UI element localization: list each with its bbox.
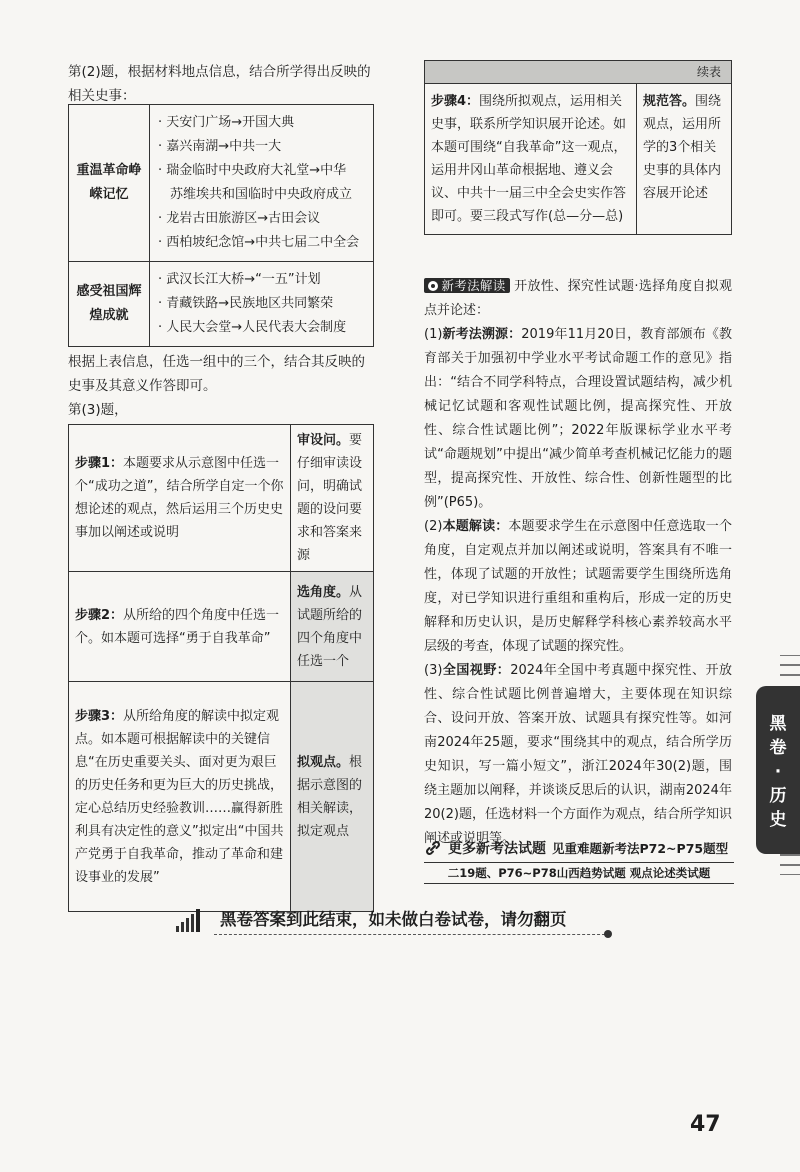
sites-list <box>158 111 367 255</box>
interpretation-header <box>424 274 732 323</box>
list-item: · 武汉长江大桥→“一五”计划 <box>158 268 367 292</box>
history-sites-table <box>68 104 374 347</box>
link-icon <box>424 839 442 857</box>
interpretation-tag-label: 新考法解读 <box>441 278 506 293</box>
end-banner-text: 黑卷答案到此结束，如未做白卷试卷，请勿翻页 <box>220 910 567 929</box>
step-cell <box>69 572 291 682</box>
table-row <box>69 682 374 912</box>
after-table-text <box>68 350 374 422</box>
steps-table <box>68 424 374 912</box>
note-text: 要仔细审读设问，明确试题的设问要求和答案来源 <box>297 433 363 563</box>
more-ref-2: 二19题、P76~P78山西趋势试题 观点论述类试题 <box>424 862 734 884</box>
step-text: 本题要求从示意图中任选一个“成功之道”，结合所学自定一个你想论述的观点，然后运用三个历史史事加以阐述或说明 <box>75 456 284 540</box>
continued-steps-table <box>424 60 732 235</box>
table-row <box>69 262 374 347</box>
note-cell <box>291 682 374 912</box>
section-label: 新考法溯源： <box>442 327 522 342</box>
step-cell <box>425 84 637 235</box>
interpretation-tag <box>424 278 510 293</box>
section-num: (2) <box>424 519 443 534</box>
step-label: 步骤3： <box>75 708 124 724</box>
section-3 <box>424 659 732 851</box>
list-item: · 西柏坡纪念馆→中共七届二中全会 <box>158 231 367 255</box>
dashed-line <box>214 934 610 935</box>
step-label: 步骤1： <box>75 456 124 471</box>
sites-list <box>158 268 367 340</box>
note-label: 选角度。 <box>297 584 350 600</box>
end-dot <box>604 930 612 938</box>
step-text: 围绕所拟观点，运用相关史事，联系所学知识展开论述。如本题可围绕“自我革命”这一观点，运用井冈山革命根据地、遵义会议、中共十一届三中全会史实作答即可。要三段式写作(总—分—总) <box>431 94 627 224</box>
list-item: · 天安门广场→开国大典 <box>158 111 367 135</box>
interpretation-block <box>424 274 732 851</box>
section-label: 本题解读： <box>442 519 509 534</box>
table-row <box>69 572 374 682</box>
section-num: (1) <box>424 327 443 342</box>
note-label: 拟观点。 <box>297 754 350 770</box>
table-row <box>69 425 374 572</box>
note-text: 根据示意图的相关解读，拟定观点 <box>297 754 363 839</box>
more-questions <box>424 838 734 884</box>
more-line-1 <box>424 838 734 858</box>
note-label: 审设问。 <box>297 433 350 448</box>
category-cell: 感受祖国辉煌成就 <box>69 262 150 347</box>
left-intro-text: 第(2)题，根据材料地点信息，结合所学得出反映的相关史事： <box>68 64 371 104</box>
lightbulb-icon <box>428 281 438 291</box>
note-cell <box>291 425 374 572</box>
note-cell <box>637 84 732 235</box>
section-label: 全国视野： <box>442 663 511 678</box>
section-text: 2024年全国中考真题中探究性、开放性、综合性试题比例普遍增大，主要体现在知识综合、设问开放、答案开放、试题具有探究性等。如河南2024年25题，要求“围绕其中的观点，结合所学历史知识，写一篇小短文”，浙江2024年30(2)题，围绕主题加以阐释，并谈谈反思后的认识，湖南2024年20(2)题，任选材料一个方面作为观点，结合所学知识阐述或说明等。 <box>424 663 732 846</box>
continued-label: 续表 <box>425 61 732 84</box>
more-ref-1: 见重难题新考法P72~P75题型 <box>552 841 729 856</box>
interpretation-title: 开放性、探究性试题·选择角度自拟观点并论述： <box>424 279 732 318</box>
bars-icon <box>174 908 208 934</box>
step-cell <box>69 425 291 572</box>
note-text: 从试题所给的四个角度中任选一个 <box>297 584 363 669</box>
step-text: 从所给角度的解读中拟定观点。如本题可根据解读中的关键信息“在历史重要关头、面对更为艰巨的历史任务和更为巨大的历史挑战，定心总结历史经验教训……赢得新胜利具有决定性的意义”拟定出“中国共产党勇于自我革命，推动了革命和建设事业的发展” <box>75 708 284 885</box>
list-item: 苏维埃共和国临时中央政府成立 <box>170 187 353 202</box>
section-text: 本题要求学生在示意图中任意选取一个角度，自定观点并加以阐述或说明，答案具有不唯一性，体现了试题的开放性；试题需要学生围绕所选角度，对已学知识进行重组和重构后，形成一定的历史解释和历史认识，是历史解释学科核心素养较高水平层级的考查，体现了试题的探究性。 <box>424 519 732 654</box>
step-cell <box>69 682 291 912</box>
list-item: · 龙岩古田旅游区→古田会议 <box>158 207 367 231</box>
note-label: 规范答。 <box>643 94 696 109</box>
section-1 <box>424 323 732 515</box>
step-label: 步骤2： <box>75 607 124 623</box>
step-label: 步骤4： <box>431 94 480 109</box>
end-banner <box>170 908 610 938</box>
subject-side-tab <box>756 686 800 854</box>
list-item: · 嘉兴南湖→中共一大 <box>158 135 367 159</box>
list-item: · 瑞金临时中央政府大礼堂→中华 <box>158 159 367 183</box>
page-number: 47 <box>690 1112 721 1137</box>
list-item: · 青藏铁路→民族地区共同繁荣 <box>158 292 367 316</box>
note-cell <box>291 572 374 682</box>
side-tab-label: 黑 卷 · 历 史 <box>769 714 787 830</box>
list-item: · 人民大会堂→人民代表大会制度 <box>158 316 367 340</box>
more-title: 更多新考法试题 <box>448 841 546 857</box>
section-text: 2019年11月20日，教育部颁布《教育部关于加强初中学业水平考试命题工作的意见》指出：“结合不同学科特点，合理设置试题结构，减少机械记忆试题和客观性试题比例，提高探究性、开放性、综合性试题比例”；2022年版课标学业水平考试“命题规划”中提出“减少简单考查机械记忆能力的题型，提高探究性、开放性、综合性、创新性题型的比例”(P65)。 <box>424 327 732 510</box>
table-row <box>69 105 374 262</box>
section-num: (3) <box>424 663 443 678</box>
answer-guide-text: 根据上表信息，任选一组中的三个，结合其反映的史事及其意义作答即可。 <box>68 354 365 394</box>
category-cell: 重温革命峥嵘记忆 <box>69 105 150 262</box>
note-text: 围绕观点，运用所学的3个相关史事的具体内容展开论述 <box>643 94 722 201</box>
step-text: 从所给的四个角度中任选一个。如本题可选择“勇于自我革命” <box>75 607 280 646</box>
table-row <box>425 61 732 84</box>
table-row <box>425 84 732 235</box>
question-3-label: 第(3)题， <box>68 402 128 418</box>
section-2 <box>424 515 732 659</box>
